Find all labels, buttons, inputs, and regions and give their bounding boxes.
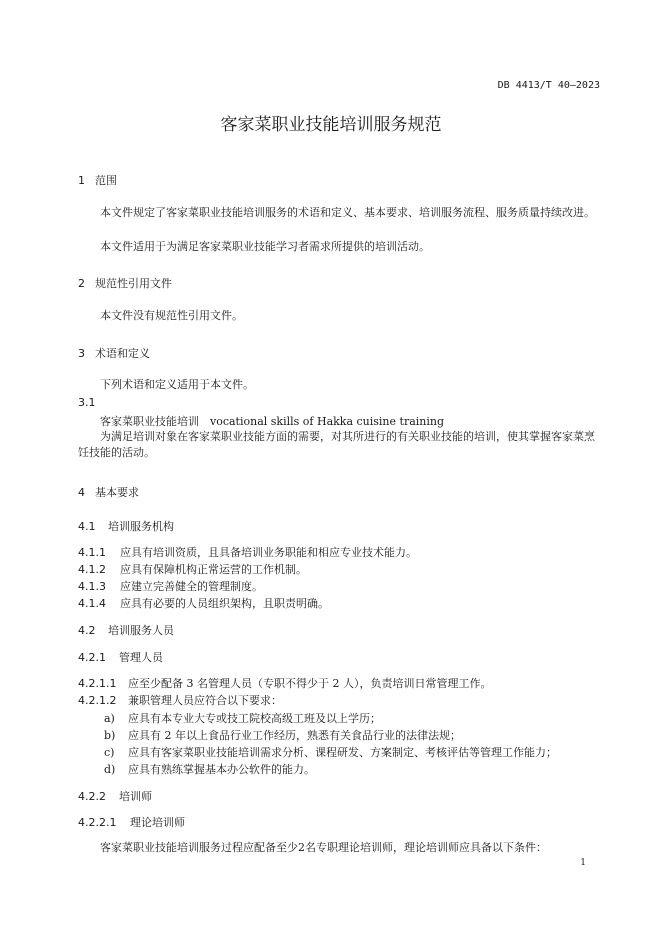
section-4-2-1-heading: 4.2.1 管理人员 bbox=[78, 651, 163, 664]
term-entry bbox=[100, 413, 444, 429]
term-english: vocational skills of Hakka cuisine training bbox=[210, 415, 445, 428]
list-item-d: d) 应具有熟练掌握基本办公软件的能力。 bbox=[104, 763, 315, 776]
clause-4-1-3: 4.1.3 应建立完善健全的管理制度。 bbox=[78, 580, 263, 593]
clause-4-1-4: 4.1.4 应具有必要的人员组织架构，且职责明确。 bbox=[78, 597, 329, 610]
term-chinese: 客家菜职业技能培训 bbox=[100, 415, 199, 428]
section-3-paragraph: 下列术语和定义适用于本文件。 bbox=[100, 378, 254, 391]
clause-4-2-2-1-paragraph: 客家菜职业技能培训服务过程应配备至少2名专职理论培训师，理论培训师应具备以下条件： bbox=[100, 841, 547, 854]
section-1-paragraph-2: 本文件适用于为满足客家菜职业技能学习者需求所提供的培训活动。 bbox=[100, 240, 430, 253]
section-4-2-2-1-heading: 4.2.2.1 理论培训师 bbox=[78, 816, 185, 829]
clause-4-1-1: 4.1.1 应具有培训资质，且具备培训业务职能和相应专业技术能力。 bbox=[78, 546, 417, 559]
clause-4-2-1-2: 4.2.1.2 兼职管理人员应符合以下要求： bbox=[78, 694, 282, 707]
list-item-b: b) 应具有 2 年以上食品行业工作经历，熟悉有关食品行业的法律法规； bbox=[104, 729, 461, 742]
page-title: 客家菜职业技能培训服务规范 bbox=[220, 115, 442, 135]
document-code: DB 4413/T 40—2023 bbox=[497, 80, 600, 91]
list-item-c: c) 应具有客家菜职业技能培训需求分析、课程研发、方案制定、考核评估等管理工作能力； bbox=[104, 746, 557, 759]
term-number: 3.1 bbox=[78, 396, 96, 409]
list-item-a: a) 应具有本专业大专或技工院校高级工班及以上学历； bbox=[104, 712, 381, 725]
section-2-heading: 2 规范性引用文件 bbox=[78, 277, 172, 290]
page-number: 1 bbox=[580, 858, 586, 868]
section-1-heading: 1 范围 bbox=[78, 174, 117, 187]
section-2-paragraph: 本文件没有规范性引用文件。 bbox=[100, 309, 243, 322]
clause-4-2-1-1: 4.2.1.1 应至少配备 3 名管理人员（专职不得少于 2 人），负责培训日常管理工作。 bbox=[78, 677, 492, 690]
section-4-1-heading: 4.1 培训服务机构 bbox=[78, 520, 174, 533]
section-4-heading: 4 基本要求 bbox=[78, 486, 139, 499]
section-4-2-2-heading: 4.2.2 培训师 bbox=[78, 790, 152, 803]
section-3-heading: 3 术语和定义 bbox=[78, 347, 150, 360]
section-1-paragraph-1: 本文件规定了客家菜职业技能培训服务的术语和定义、基本要求、培训服务流程、服务质量持续改进。 bbox=[100, 206, 595, 219]
section-4-2-heading: 4.2 培训服务人员 bbox=[78, 624, 174, 637]
clause-4-1-2: 4.1.2 应具有保障机构正常运营的工作机制。 bbox=[78, 563, 307, 576]
term-definition: 为满足培训对象在客家菜职业技能方面的需要，对其所进行的有关职业技能的培训，使其掌握客家菜烹饪技能的活动。 bbox=[78, 430, 595, 459]
